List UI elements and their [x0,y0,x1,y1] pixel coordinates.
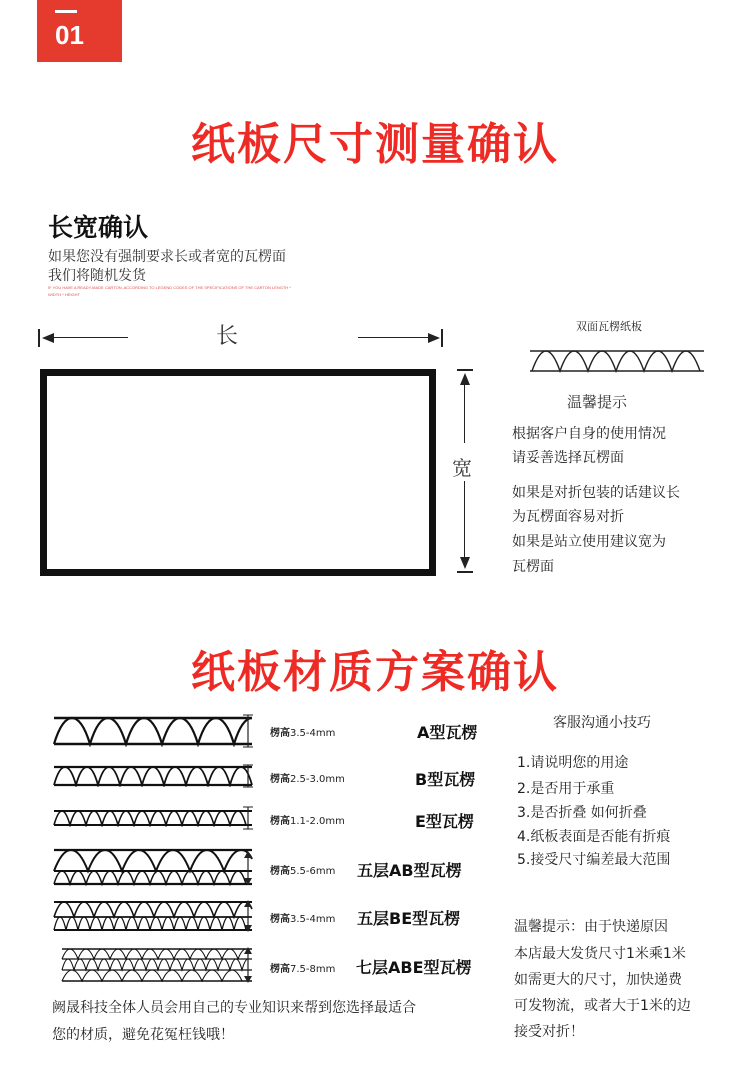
flute-type: B型瓦楞 [415,770,476,789]
arrowhead-down-icon [459,557,471,569]
length-label: 长 [216,324,239,349]
hint-line: 根据客户自身的使用情况 [512,426,666,442]
flute-type: 五层AB型瓦楞 [357,861,462,880]
warm-notice-line: 本店最大发货尺寸1米乘1米 [514,946,686,962]
size-desc-line2: 我们将随机发货 [48,268,146,284]
width-tick-bottom [457,571,473,573]
width-line-top [464,377,465,443]
footer-line: 阙晟科技全体人员会用自己的专业知识来帮到您选择最适合 [52,1000,416,1016]
warm-notice-line: 温馨提示：由于快递原因 [514,919,668,935]
e-flute-board-icon [52,809,262,827]
tip-item: 4.纸板表面是否能有折痕 [517,829,671,845]
section1-title: 纸板尺寸测量确认 [191,119,559,170]
flute-spec: 楞高7.5-8mm [270,964,336,975]
flute-type: 七层ABE型瓦楞 [356,958,472,977]
thickness-marker-icon [242,764,254,788]
tip-item: 3.是否折叠 如何折叠 [517,805,647,821]
double-face-board-icon [528,348,706,374]
thickness-marker-icon [242,947,254,983]
thickness-marker-icon [242,900,254,932]
size-desc-line1: 如果您没有强制要求长或者宽的瓦楞面 [48,249,286,265]
b-flute-board-icon [52,765,262,787]
warm-notice-line: 接受对折！ [514,1024,584,1040]
thickness-marker-icon [242,851,254,885]
badge-bar [55,10,77,13]
abe-flute-board-icon [52,946,262,984]
flute-type: A型瓦楞 [417,723,478,742]
section2-title: 纸板材质方案确认 [191,647,559,698]
flute-type: 五层BE型瓦楞 [357,909,461,928]
width-label: 宽 [452,456,472,480]
flute-spec: 楞高1.1-2.0mm [270,816,345,827]
a-flute-board-icon [52,715,262,747]
length-dimension [38,323,443,353]
width-line-bottom [464,481,465,565]
length-arrow-left [46,337,128,338]
arrowhead-right-icon [428,332,440,344]
thickness-marker-icon [242,714,254,748]
length-tick-left [38,329,40,347]
badge-number: 01 [55,20,84,50]
flute-spec: 楞高5.5-6mm [270,866,336,877]
hint-line: 请妥善选择瓦楞面 [512,450,624,466]
hint-line: 瓦楞面 [512,559,554,575]
hint-line: 如果是对折包装的话建议长 [512,485,680,501]
width-tick-top [457,369,473,371]
figure-title: 双面瓦楞纸板 [576,320,642,333]
tip-item: 1.请说明您的用途 [517,755,629,771]
warm-notice-line: 可发物流，或者大于1米的边 [514,998,691,1014]
size-heading: 长宽确认 [48,213,149,242]
hint-title: 温馨提示 [567,393,628,411]
footer-line: 您的材质，避免花冤枉钱哦！ [52,1027,234,1043]
length-arrow-right [358,337,438,338]
be-flute-board-icon [52,899,262,933]
flute-type: E型瓦楞 [415,812,474,831]
hint-line: 为瓦楞面容易对折 [512,509,624,525]
warm-notice-line: 如需更大的尺寸，加快递费 [514,972,682,988]
tip-item: 5.接受尺寸编差最大范围 [517,852,671,868]
section-number-badge [37,0,122,62]
flute-spec: 楞高2.5-3.0mm [270,774,345,785]
tips-title: 客服沟通小技巧 [553,715,651,731]
thickness-marker-icon [242,806,254,830]
flute-spec: 楞高3.5-4mm [270,914,336,925]
tip-item: 2.是否用于承重 [517,781,615,797]
board-outline [40,369,436,576]
fine-print: IF YOU HAVE A READY-MADE CARTON, ACCORDING TO LEGEND CODES OF THE SPECIFICATIONS OF THE CARTON LENGTH * WIDTH * HEIGHT [48,285,291,297]
arrowhead-up-icon [459,373,471,385]
hint-line: 如果是站立使用建议宽为 [512,534,666,550]
length-tick-right [441,329,443,347]
ab-flute-board-icon [52,847,262,887]
arrowhead-left-icon [42,332,54,344]
flute-spec: 楞高3.5-4mm [270,728,336,739]
